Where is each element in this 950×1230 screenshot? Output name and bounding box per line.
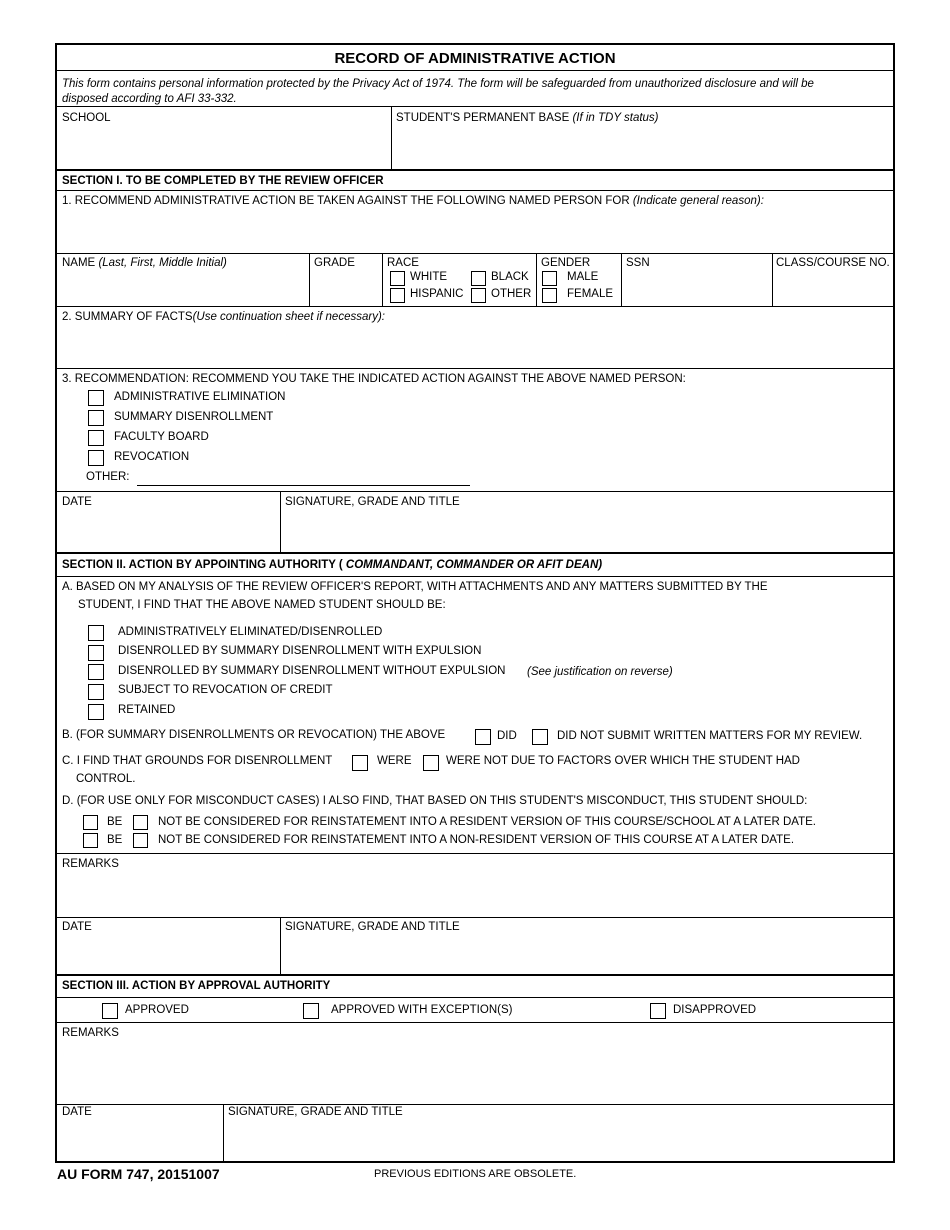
gender-female-checkbox[interactable]: [542, 288, 557, 303]
d-be-label: BE: [107, 834, 123, 846]
summary-of-facts-field[interactable]: [59, 326, 891, 366]
d-nonresident-not-be-checkbox[interactable]: [133, 833, 148, 848]
a-disenrolled-without-expulsion-checkbox[interactable]: [88, 664, 104, 680]
item-a-line1: A. BASED ON MY ANALYSIS OF THE REVIEW OFFICER'S REPORT, WITH ATTACHMENTS AND ANY MATTERS SUBMITTED BY THE: [62, 581, 768, 593]
a-eliminated-checkbox[interactable]: [88, 625, 104, 641]
race-hispanic-checkbox[interactable]: [390, 288, 405, 303]
divider: [57, 853, 893, 854]
name-note: (Last, First, Middle Initial): [98, 257, 227, 269]
c-were-not-label: WERE NOT DUE TO FACTORS OVER WHICH THE STUDENT HAD: [446, 755, 800, 767]
divider: [57, 169, 893, 171]
section-2-date-label: DATE: [62, 921, 92, 933]
section-3-signature-field[interactable]: [225, 1121, 891, 1159]
school-field[interactable]: [59, 127, 387, 167]
divider: [57, 190, 893, 191]
other-field[interactable]: [137, 470, 470, 486]
divider: [57, 1022, 893, 1023]
divider: [280, 917, 281, 974]
permanent-base-label: STUDENT'S PERMANENT BASE (If in TDY status): [396, 112, 659, 124]
a-option-label: DISENROLLED BY SUMMARY DISENROLLMENT WITH EXPULSION: [118, 645, 482, 657]
divider: [57, 1104, 893, 1105]
approved-with-exceptions-label: APPROVED WITH EXCEPTION(S): [331, 1004, 513, 1016]
school-label: SCHOOL: [62, 112, 111, 124]
c-were-label: WERE: [377, 755, 412, 767]
race-other-label: OTHER: [491, 288, 532, 300]
rec-admin-elimination-checkbox[interactable]: [88, 390, 104, 406]
item-a-line2: STUDENT, I FIND THAT THE ABOVE NAMED STUDENT SHOULD BE:: [78, 599, 446, 611]
section-1-date-field[interactable]: [59, 510, 277, 548]
divider: [57, 917, 893, 918]
form-container: [55, 43, 895, 1163]
race-black-label: BLACK: [491, 271, 529, 283]
race-black-checkbox[interactable]: [471, 271, 486, 286]
rec-option-label: SUMMARY DISENROLLMENT: [114, 411, 274, 423]
section-1-header: SECTION I. TO BE COMPLETED BY THE REVIEW OFFICER: [62, 175, 384, 187]
section-2-signature-field[interactable]: [282, 935, 891, 971]
divider: [536, 253, 537, 306]
form-title: RECORD OF ADMINISTRATIVE ACTION: [334, 50, 616, 67]
gender-label: GENDER: [541, 257, 591, 269]
section-1-signature-field[interactable]: [282, 510, 891, 548]
gender-male-checkbox[interactable]: [542, 271, 557, 286]
item-b-text: B. (FOR SUMMARY DISENROLLMENTS OR REVOCATION) THE ABOVE: [62, 729, 446, 741]
item-2-note: (Use continuation sheet if necessary):: [192, 311, 385, 323]
other-label: OTHER:: [86, 471, 130, 483]
item-2-text: 2. SUMMARY OF FACTS(Use continuation sheet if necessary):: [62, 311, 385, 323]
gender-female-label: FEMALE: [567, 288, 614, 300]
divider: [57, 974, 893, 976]
approved-label: APPROVED: [125, 1004, 189, 1016]
d-nonresident-not-be-label: NOT BE CONSIDERED FOR REINSTATEMENT INTO A NON-RESIDENT VERSION OF THIS COURSE AT A LATER DATE.: [158, 834, 795, 846]
permanent-base-note: (If in TDY status): [572, 112, 659, 124]
d-resident-not-be-checkbox[interactable]: [133, 815, 148, 830]
section-1-date-label: DATE: [62, 496, 92, 508]
obsolete-notice: PREVIOUS EDITIONS ARE OBSOLETE.: [374, 1168, 577, 1180]
ssn-field[interactable]: [623, 271, 769, 303]
section-2-date-field[interactable]: [59, 935, 277, 971]
d-resident-be-checkbox[interactable]: [83, 815, 98, 830]
section-3-date-field[interactable]: [59, 1121, 221, 1159]
divider: [772, 253, 773, 306]
b-did-not-label: DID NOT SUBMIT WRITTEN MATTERS FOR MY REVIEW.: [557, 730, 863, 742]
divider: [57, 552, 893, 554]
b-did-not-checkbox[interactable]: [532, 729, 548, 745]
item-3-text: 3. RECOMMENDATION: RECOMMEND YOU TAKE THE INDICATED ACTION AGAINST THE ABOVE NAMED PERSON:: [62, 373, 686, 385]
c-were-not-checkbox[interactable]: [423, 755, 439, 771]
rec-option-label: ADMINISTRATIVE ELIMINATION: [114, 391, 286, 403]
d-be-label: BE: [107, 816, 123, 828]
disapproved-label: DISAPPROVED: [673, 1004, 757, 1016]
divider: [57, 997, 893, 998]
rec-revocation-checkbox[interactable]: [88, 450, 104, 466]
d-resident-not-be-label: NOT BE CONSIDERED FOR REINSTATEMENT INTO A RESIDENT VERSION OF THIS COURSE/SCHOOL AT A LATER DATE.: [158, 816, 816, 828]
class-course-field[interactable]: [774, 271, 891, 303]
race-white-checkbox[interactable]: [390, 271, 405, 286]
a-option-label: DISENROLLED BY SUMMARY DISENROLLMENT WITHOUT EXPULSION: [118, 665, 506, 677]
general-reason-field[interactable]: [59, 210, 891, 250]
class-course-label: CLASS/COURSE NO.: [776, 257, 890, 269]
section-2-remarks-field[interactable]: [59, 873, 891, 915]
b-did-label: DID: [497, 730, 517, 742]
divider: [57, 576, 893, 577]
divider: [280, 491, 281, 552]
name-label: NAME (Last, First, Middle Initial): [62, 257, 227, 269]
a-disenrolled-with-expulsion-checkbox[interactable]: [88, 645, 104, 661]
race-label: RACE: [387, 257, 419, 269]
gender-male-label: MALE: [567, 271, 599, 283]
divider: [382, 253, 383, 306]
race-white-label: WHITE: [410, 271, 448, 283]
d-nonresident-be-checkbox[interactable]: [83, 833, 98, 848]
item-1-note: (Indicate general reason):: [632, 195, 764, 207]
section-2-header: SECTION II. ACTION BY APPOINTING AUTHORITY ( COMMANDANT, COMMANDER OR AFIT DEAN): [62, 559, 603, 571]
disapproved-checkbox[interactable]: [650, 1003, 666, 1019]
item-1-text: 1. RECOMMEND ADMINISTRATIVE ACTION BE TAKEN AGAINST THE FOLLOWING NAMED PERSON FOR (Indicate general reason):: [62, 195, 764, 207]
divider: [57, 306, 893, 307]
divider: [57, 106, 893, 107]
rec-faculty-board-checkbox[interactable]: [88, 430, 104, 446]
section-3-date-label: DATE: [62, 1106, 92, 1118]
divider: [223, 1104, 224, 1163]
race-hispanic-label: HISPANIC: [410, 288, 464, 300]
rec-option-label: FACULTY BOARD: [114, 431, 209, 443]
c-were-checkbox[interactable]: [352, 755, 368, 771]
section-3-signature-label: SIGNATURE, GRADE AND TITLE: [228, 1106, 403, 1118]
rec-option-label: REVOCATION: [114, 451, 190, 463]
permanent-base-field[interactable]: [395, 127, 889, 167]
section-2-header-authorities: COMMANDANT, COMMANDER OR AFIT DEAN): [345, 559, 603, 571]
approved-with-exceptions-checkbox[interactable]: [303, 1003, 319, 1019]
justification-note: (See justification on reverse): [527, 666, 673, 678]
section-2-remarks-label: REMARKS: [62, 858, 119, 870]
divider: [621, 253, 622, 306]
a-option-label: ADMINISTRATIVELY ELIMINATED/DISENROLLED: [118, 626, 383, 638]
item-c-text: C. I FIND THAT GROUNDS FOR DISENROLLMENT: [62, 755, 333, 767]
divider: [57, 368, 893, 369]
section-2-signature-label: SIGNATURE, GRADE AND TITLE: [285, 921, 460, 933]
privacy-notice-line1: This form contains personal information protected by the Privacy Act of 1974. The form will be safeguarded from unauthorized disclosure and will be: [62, 78, 814, 90]
approved-checkbox[interactable]: [102, 1003, 118, 1019]
privacy-notice-line2: disposed according to AFI 33-332.: [62, 93, 237, 105]
a-option-label: SUBJECT TO REVOCATION OF CREDIT: [118, 684, 333, 696]
section-3-header: SECTION III. ACTION BY APPROVAL AUTHORITY: [62, 980, 331, 992]
section-1-signature-label: SIGNATURE, GRADE AND TITLE: [285, 496, 460, 508]
divider: [391, 106, 392, 169]
item-d-text: D. (FOR USE ONLY FOR MISCONDUCT CASES) I ALSO FIND, THAT BASED ON THIS STUDENT'S MISCONDUCT, THIS STUDENT SHOULD:: [62, 795, 808, 807]
name-field[interactable]: [59, 271, 305, 303]
a-retained-checkbox[interactable]: [88, 704, 104, 720]
item-c-line2: CONTROL.: [76, 773, 136, 785]
a-revocation-of-credit-checkbox[interactable]: [88, 684, 104, 700]
divider: [57, 491, 893, 492]
section-3-remarks-field[interactable]: [59, 1042, 891, 1102]
section-3-remarks-label: REMARKS: [62, 1027, 119, 1039]
grade-label: GRADE: [314, 257, 355, 269]
divider: [57, 253, 893, 254]
a-option-label: RETAINED: [118, 704, 176, 716]
rec-summary-disenrollment-checkbox[interactable]: [88, 410, 104, 426]
ssn-label: SSN: [626, 257, 650, 269]
grade-field[interactable]: [311, 271, 379, 303]
b-did-checkbox[interactable]: [475, 729, 491, 745]
form-id: AU FORM 747, 20151007: [57, 1166, 220, 1182]
race-other-checkbox[interactable]: [471, 288, 486, 303]
divider: [309, 253, 310, 306]
divider: [57, 70, 893, 71]
